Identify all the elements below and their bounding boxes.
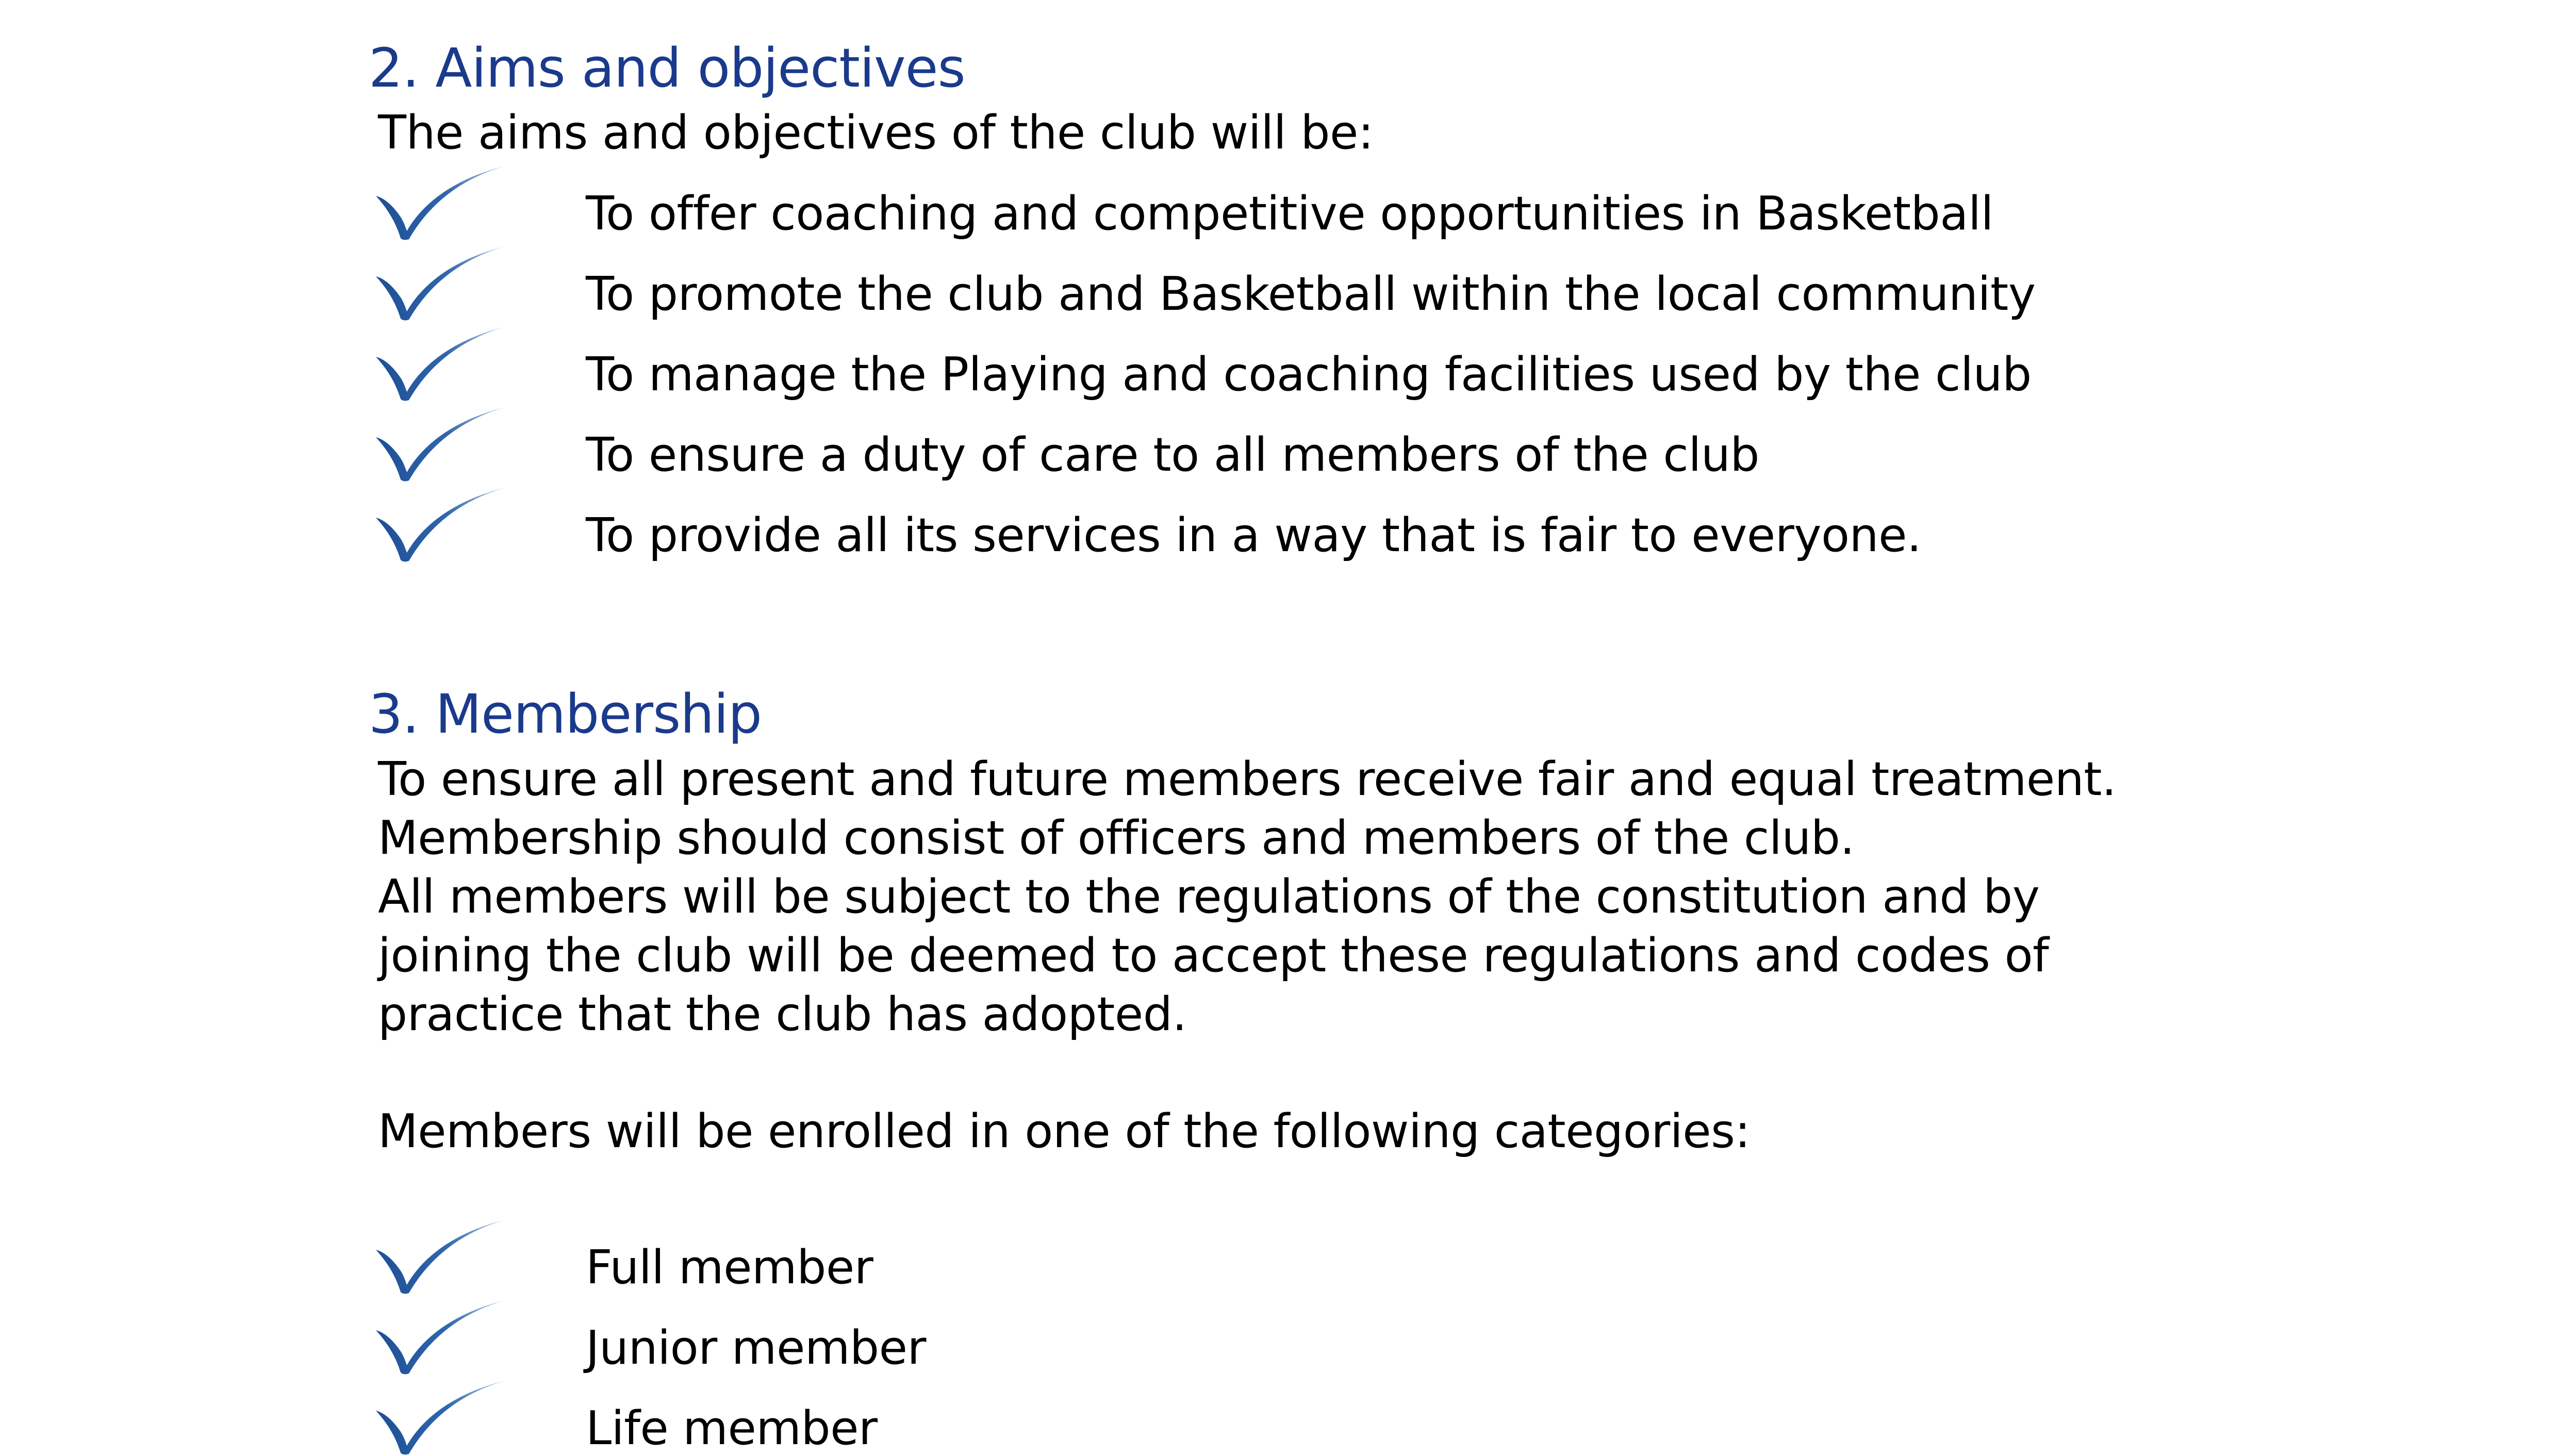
list-item-text: To offer coaching and competitive opportunities in Basketball (586, 187, 1993, 241)
list-item-text: Junior member (586, 1321, 927, 1375)
aims-intro: The aims and objectives of the club will be: (378, 106, 1374, 160)
checkmark-icon (375, 1379, 509, 1456)
checkmark-icon (375, 405, 509, 483)
paragraph-line: practice that the club has adopted. (378, 987, 1187, 1041)
checkmark-icon (375, 1218, 509, 1295)
list-item-text: Life member (586, 1401, 878, 1455)
paragraph-line: Membership should consist of officers and members of the club. (378, 811, 1855, 865)
checkmark-icon (375, 1298, 509, 1376)
list-item-text: To manage the Playing and coaching facilities used by the club (586, 348, 2032, 402)
paragraph-line: All members will be subject to the regulations of the constitution and by (378, 870, 2040, 924)
section-heading-membership: 3. Membership (369, 683, 762, 746)
list-item-text: To ensure a duty of care to all members of the club (586, 428, 1760, 482)
checkmark-icon (375, 486, 509, 563)
list-item-text: To provide all its services in a way that is fair to everyone. (586, 508, 1922, 562)
checkmark-icon (375, 325, 509, 402)
categories-intro: Members will be enrolled in one of the following categories: (378, 1104, 1751, 1159)
paragraph-line: joining the club will be deemed to accept these regulations and codes of (378, 929, 2049, 983)
checkmark-icon (375, 244, 509, 322)
checkmark-icon (375, 164, 509, 241)
section-heading-aims: 2. Aims and objectives (369, 37, 965, 100)
paragraph-line: To ensure all present and future members receive fair and equal treatment. (378, 752, 2117, 806)
list-item-text: To promote the club and Basketball within the local community (586, 267, 2036, 321)
list-item-text: Full member (586, 1240, 873, 1295)
